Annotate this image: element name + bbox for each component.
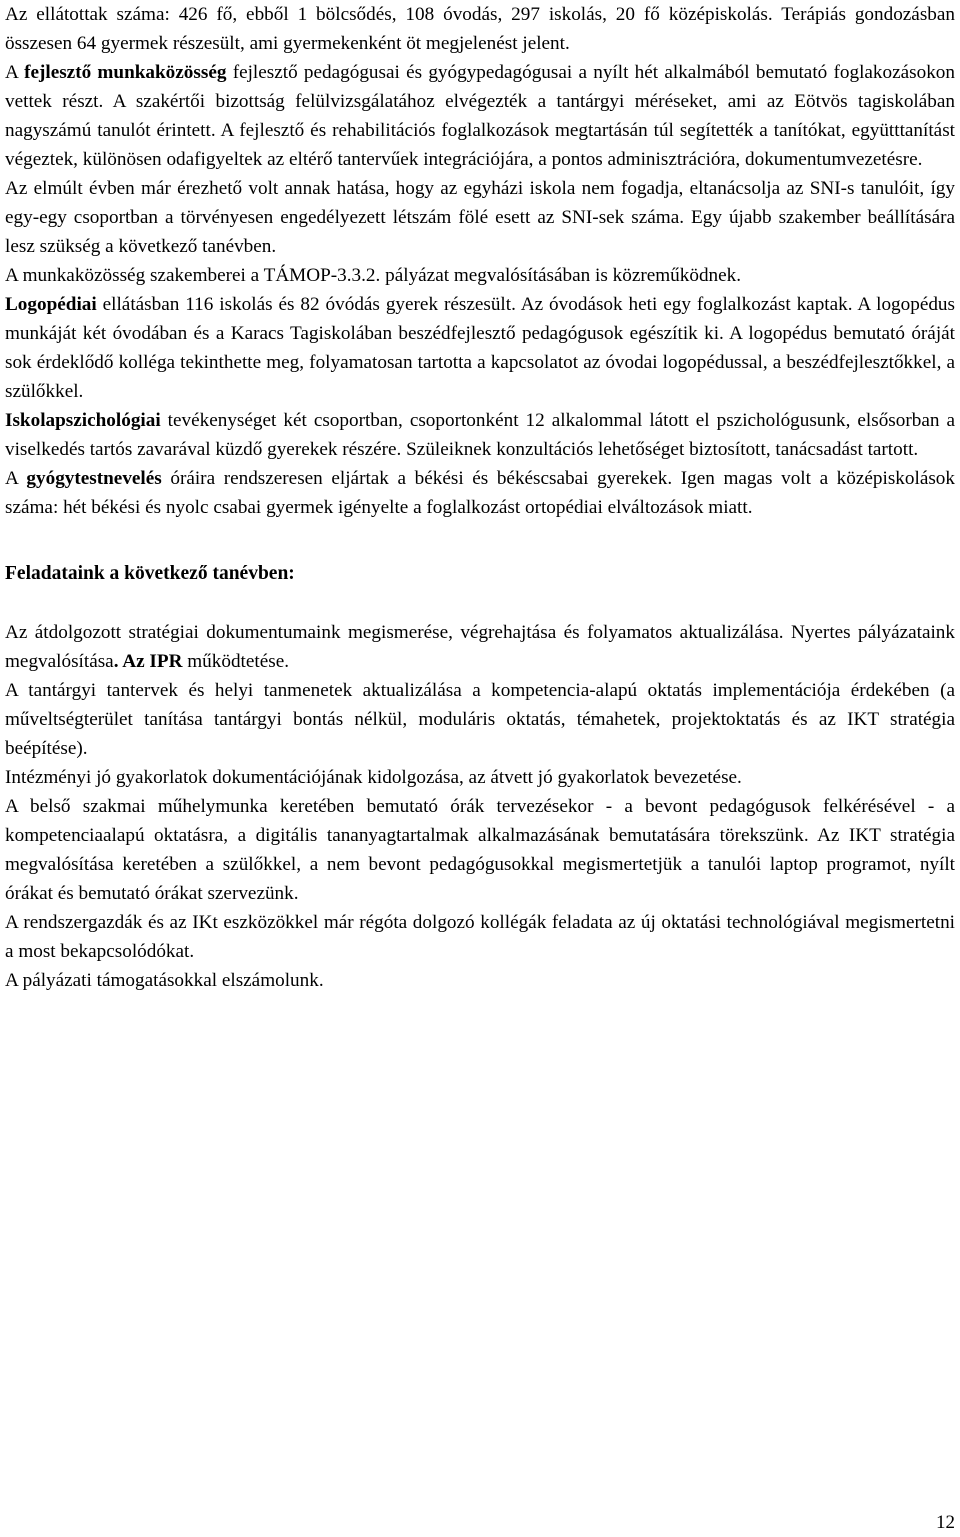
spacer [5,522,955,559]
text-segment: fejlesztő pedagógusai és gyógypedagógusai a nyílt hét alkalmából bemutató foglakozásokon vettek részt. A szakértői bizottság felülvizsgálatához elvégezték a tantárgyi méréseket, ami az Eötvös tagiskolában nagyszámú tanulót érintett. A fejlesztő és rehabilitációs foglalkozások megtartásán túl segítették a tanítókat, együtttanítást végeztek, különösen odafigyeltek az eltérő tantervűek integrációjára, a pontos adminisztrációra, dokumentumvezetésre. [5,62,955,170]
bold-term: fejlesztő munkaközösség [24,62,227,83]
text-segment: ellátásban 116 iskolás és 82 óvódás gyerek részesült. Az óvodások heti egy foglalkozást kaptak. A logopédus munkáját két óvodában és a Karacs Tagiskolában beszédfejlesztő pedagógusok egészítik ki. A logopédus bemutató óráját sok érdeklődő kolléga tekinthette meg, folyamatosan tartotta a kapcsolatot az óvodai logopédussal, a beszédfejlesztőkkel, a szülőkkel. [5,294,955,402]
text-segment: Intézményi jó gyakorlatok dokumentációjának kidolgozása, az átvett jó gyakorlatok bevezetése. [5,767,742,788]
bold-term: gyógytestnevelés [26,468,162,489]
text-segment: A [5,62,25,83]
paragraph-sni [5,174,955,261]
text-segment: működtetése. [182,651,290,672]
text-segment: óráira rendszeresen eljártak a békési és békéscsabai gyerekek. Igen magas volt a középiskolások száma: hét békési és nyolc csabai gyermek igényelte a foglalkozást ortopédiai elváltozások miatt. [5,468,955,518]
document-page [5,0,955,995]
paragraph-good-practices [5,763,955,792]
bold-term: Iskolapszichológiai [5,410,161,431]
paragraph-grants [5,966,955,995]
paragraph-remedial-pe [5,464,955,522]
paragraph-school-psychology [5,406,955,464]
text-segment: Az ellátottak száma: 426 fő, ebből 1 bölcsődés, 108 óvodás, 297 iskolás, 20 fő középiskolás. Terápiás gondozásban összesen 64 gyermek részesült, ami gyermekenként öt megjelenést jelent. [5,4,955,54]
paragraph-curricula [5,676,955,763]
bold-term: . Az IPR [113,651,183,672]
paragraph-development-team [5,58,955,174]
spacer [5,588,955,618]
text-segment: A [5,468,27,489]
section-bottom [5,618,955,995]
paragraph-speech-therapy [5,290,955,406]
paragraph-clients [5,0,955,58]
paragraph-strategy [5,618,955,676]
text-segment: A rendszergazdák és az IKt eszközökkel már régóta dolgozó kollégák feladata az új oktatási technológiával megismertetni a most bekapcsolódókat. [5,912,955,962]
text-segment: A munkaközösség szakemberei a TÁMOP-3.3.2. pályázat megvalósításában is közreműködnek. [5,265,742,286]
paragraph-workshop [5,792,955,908]
section-top [5,0,955,522]
text-segment: A belső szakmai műhelymunka keretében bemutató órák tervezésekor - a bevont pedagógusok felkérésével - a kompetenciaalapú oktatásra, a digitális tananyagtartalmak alkalmazásának bemutatására törekszünk. Az IKT stratégia megvalósítása keretében a szülőkkel, a nem bevont pedagógusokkal megismertetjük a tanulói laptop programot, nyílt órákat és bemutató órákat szervezünk. [5,796,955,904]
bold-term: Logopédiai [5,294,97,315]
text-segment: Az elmúlt évben már érezhető volt annak hatása, hogy az egyházi iskola nem fogadja, eltanácsolja az SNI-s tanulóit, így egy-egy csoportban a törvényesen engedélyezett létszám fölé esett az SNI-sek száma. Egy újabb szakember beállítására lesz szükség a következő tanévben. [5,178,955,257]
text-segment: A pályázati támogatásokkal elszámolunk. [5,970,324,991]
text-segment: Az átdolgozott stratégiai dokumentumaink megismerése, végrehajtása és folyamatos aktualizálása. Nyertes pályázataink megvalósítása [5,622,955,672]
text-segment: A tantárgyi tantervek és helyi tanmenetek aktualizálása a kompetencia-alapú oktatás implementációja érdekében (a műveltségterület tanítása tantárgyi bontás nélkül, moduláris oktatás, témahetek, projektoktatás és az IKT stratégia beépítése). [5,680,955,759]
section-heading: Feladataink a következő tanévben: [5,563,295,584]
text-segment: tevékenységet két csoportban, csoportonként 12 alkalommal látott el pszichológusunk, elsősorban a viselkedés tartós zavarával küzdő gyerekek részére. Szüleiknek konzultációs lehetőséget biztosított, tanácsadást tartott. [5,410,955,460]
paragraph-sysadmins [5,908,955,966]
paragraph-tamop [5,261,955,290]
page-number: 12 [936,1512,955,1533]
